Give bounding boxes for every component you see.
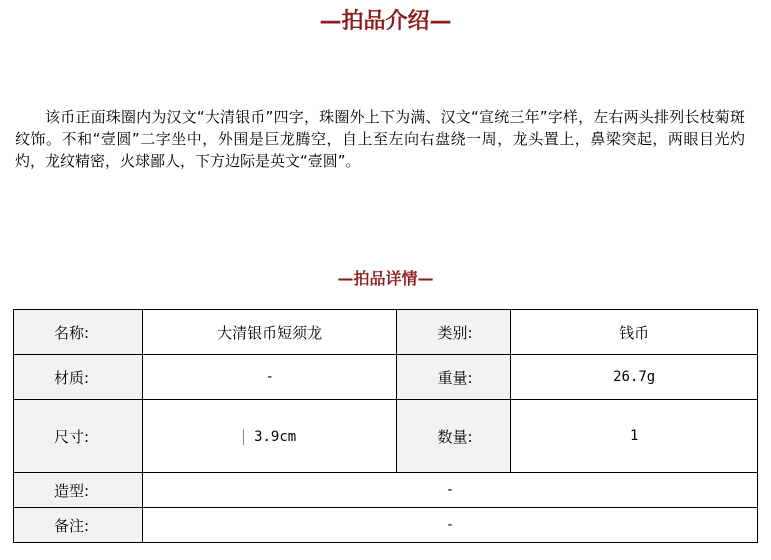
quantity-label: 数量: [397, 400, 511, 473]
quantity-value: 1 [511, 400, 758, 473]
size-cell [142, 400, 397, 473]
table-row [14, 473, 758, 508]
shape-value: - [142, 473, 757, 508]
note-value: - [142, 508, 757, 543]
table-row [14, 508, 758, 543]
table-row [14, 400, 758, 473]
shape-label: 造型: [14, 473, 143, 508]
size-value: 3.9cm [254, 429, 297, 445]
intro-description: 该币正面珠圈内为汉文“大清银币”四字，珠圈外上下为满、汉文“宣统三年”字样，左右两头排列长枝菊斑纹饰。不和“壹圆”二字坐中，外围是巨龙腾空，自上至左向右盘绕一周，龙头置上，鼻梁突起，两眼目光灼灼，龙纹精密，火球鄙人，下方边际是英文“壹圆”。 [15, 108, 745, 170]
detail-section-title: —拍品详情— [337, 269, 434, 288]
table-row [14, 310, 758, 355]
note-label: 备注: [14, 508, 143, 543]
name-label: 名称: [14, 310, 143, 355]
category-value: 钱币 [511, 310, 758, 355]
material-label: 材质: [14, 355, 143, 400]
table-row [14, 355, 758, 400]
material-value: - [142, 355, 397, 400]
size-label: 尺寸: [14, 400, 143, 473]
weight-label: 重量: [397, 355, 511, 400]
intro-section-title: —拍品介绍— [319, 9, 452, 34]
text-cursor-mark [243, 429, 244, 445]
detail-table [13, 309, 758, 543]
category-label: 类别: [397, 310, 511, 355]
weight-value: 26.7g [511, 355, 758, 400]
name-value: 大清银币短须龙 [142, 310, 397, 355]
